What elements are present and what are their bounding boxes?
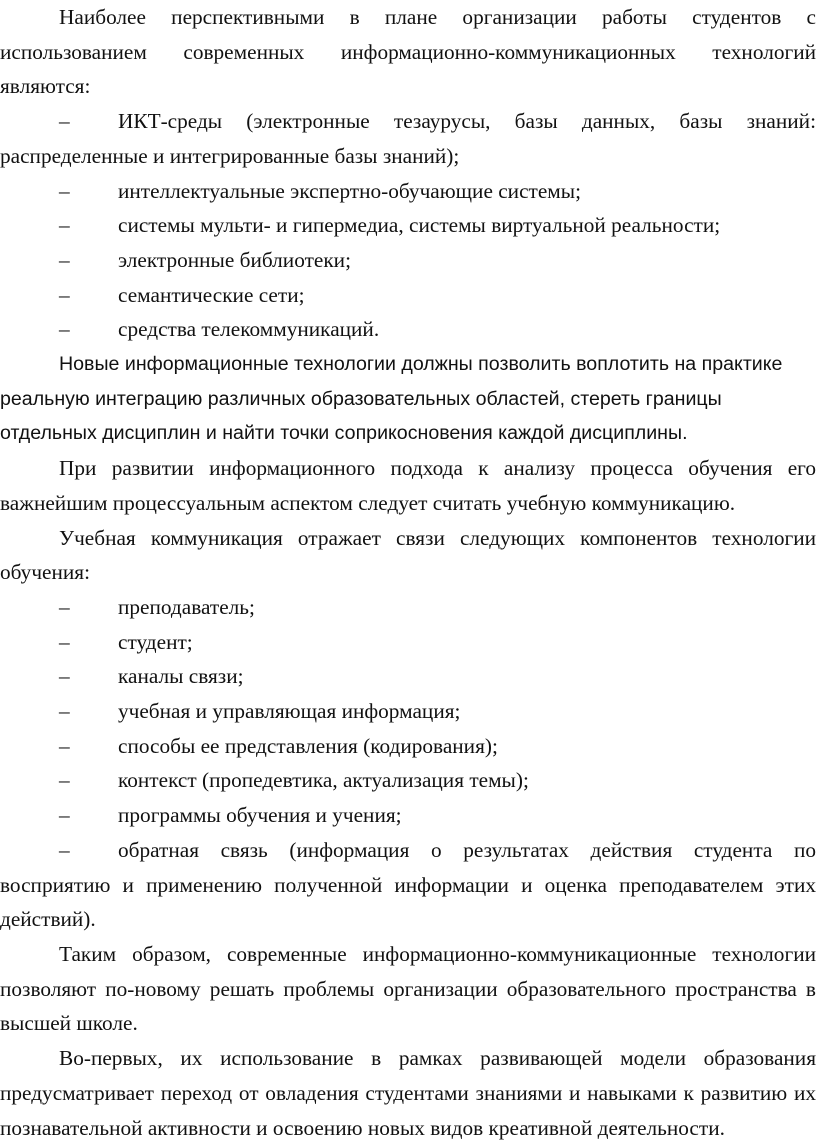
list-item: – преподаватель; [0, 590, 816, 625]
list-item: – интеллектуальные экспертно-обучающие системы; [0, 174, 816, 209]
list-item: – контекст (пропедевтика, актуализация темы); [0, 763, 816, 798]
dash-bullet: – [59, 594, 70, 619]
dash-bullet: – [59, 803, 70, 828]
dash-bullet: – [59, 109, 70, 134]
dash-bullet: – [59, 317, 70, 342]
dash-bullet: – [59, 247, 70, 272]
communication-components-list [0, 590, 816, 937]
dash-bullet: – [59, 768, 70, 793]
list-item: – способы ее представления (кодирования); [0, 729, 816, 764]
list-item: – средства телекоммуникаций. [0, 312, 816, 347]
list-item: – семантические сети; [0, 278, 816, 313]
dash-bullet: – [59, 837, 70, 862]
dash-bullet: – [59, 664, 70, 689]
ict-tools-list [0, 104, 816, 347]
communication-paragraph: Учебная коммуникация отражает связи следующих компонентов технологии обучения: [0, 525, 816, 585]
list-item: – электронные библиотеки; [0, 243, 816, 278]
list-item: – системы мульти- и гипермедиа, системы виртуальной реальности; [0, 208, 816, 243]
dash-bullet: – [59, 629, 70, 654]
dash-bullet: – [59, 178, 70, 203]
list-item: – обратная связь (информация о результатах действия студента по восприятию и применению полученной информации и оценка преподавателем этих действий). [0, 833, 816, 937]
info-approach-paragraph: При развитии информационного подхода к анализу процесса обучения его важнейшим процессуальным аспектом следует считать учебную коммуникацию. [0, 456, 816, 515]
dash-bullet: – [59, 282, 70, 307]
dash-bullet: – [59, 213, 70, 238]
first-point-paragraph: Во-первых, их использование в рамках развивающей модели образования предусматривает переход от овладения студентами знаниями и навыками к развитию их познавательной активности и освоению новых видов креативной деятельности. [0, 1046, 816, 1140]
dash-bullet: – [59, 699, 70, 724]
list-item: – каналы связи; [0, 659, 816, 694]
dash-bullet: – [59, 733, 70, 758]
list-item: – учебная и управляющая информация; [0, 694, 816, 729]
list-item: – студент; [0, 625, 816, 660]
conclusion-paragraph: Таким образом, современные информационно-коммуникационные технологии позволяют по-новому решать проблемы организации образовательного пространства в высшей школе. [0, 941, 816, 1036]
list-item: – программы обучения и учения; [0, 798, 816, 833]
new-tech-paragraph: Новые информационные технологии должны позволить воплотить на практике реальную интеграцию различных образовательных областей, стереть границы отдельных дисциплин и найти точки соприкосновения каждой дисциплины. [0, 353, 783, 445]
list-item: – ИКТ-среды (электронные тезаурусы, базы данных, базы знаний: распределенные и интегрированные базы знаний); [0, 104, 816, 173]
intro-paragraph: Наиболее перспективными в плане организации работы студентов с использованием современных информационно-коммуникационных технологий являются: [0, 5, 816, 99]
